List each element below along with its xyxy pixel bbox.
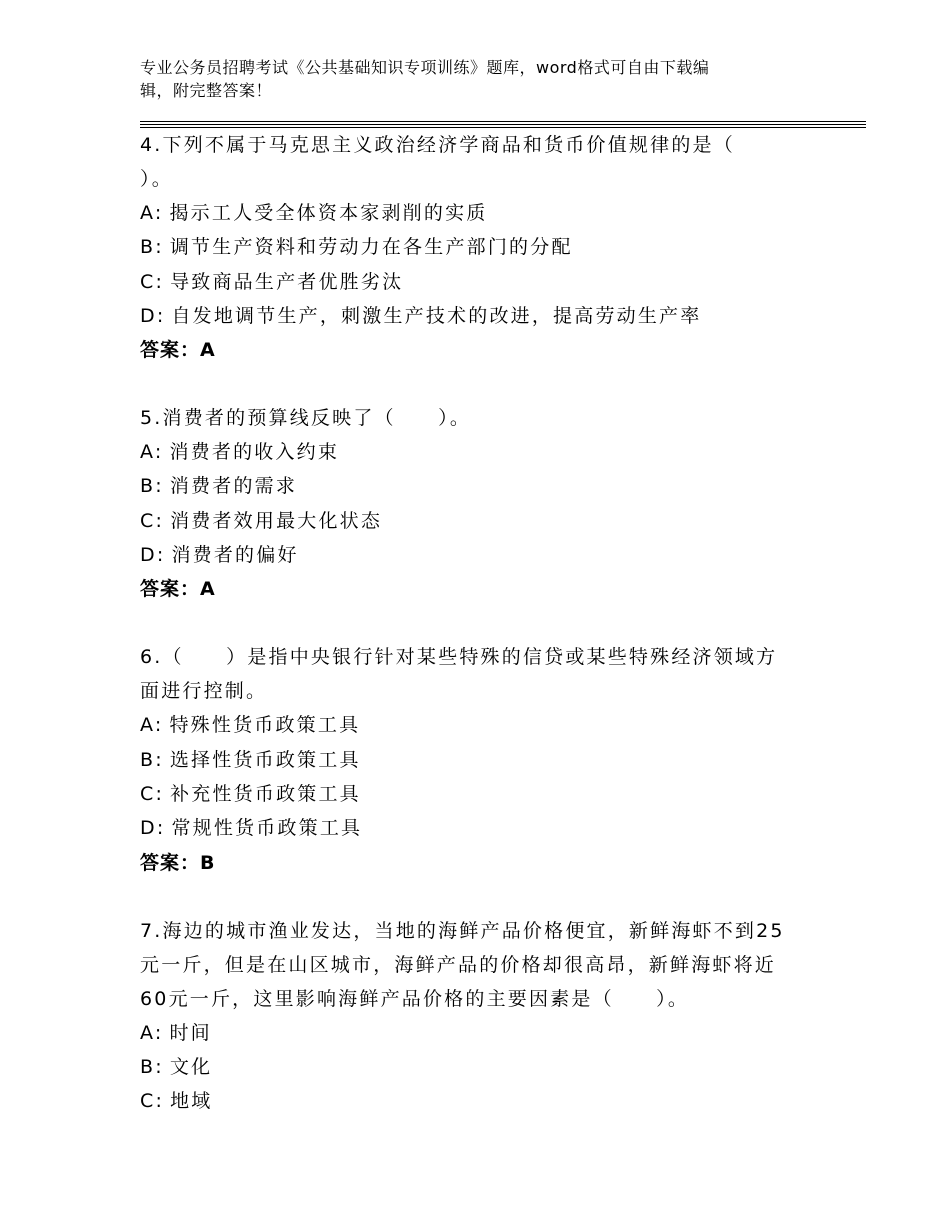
option-text: 消费者的收入约束 <box>169 441 340 464</box>
document-header <box>140 56 800 102</box>
option-text: 调节生产资料和劳动力在各生产部门的分配 <box>169 236 573 259</box>
question-list <box>140 128 810 1118</box>
option-letter: C: <box>140 509 165 532</box>
option-letter: B: <box>140 1055 164 1078</box>
option-text: 自发地调节生产，刺激生产技术的改进，提高劳动生产率 <box>171 304 702 327</box>
answer-label: 答案：B <box>140 851 216 874</box>
option-letter: B: <box>140 236 164 259</box>
option-letter: A: <box>140 1021 164 1044</box>
option-letter: D: <box>140 817 166 840</box>
option-letter: A: <box>140 202 164 224</box>
option-d <box>140 299 810 333</box>
question-4 <box>140 128 810 368</box>
option-letter: A: <box>140 441 164 464</box>
spacer <box>140 881 810 914</box>
question-text-line: 7.海边的城市渔业发达，当地的海鲜产品价格便宜，新鲜海虾不到25 <box>140 919 785 942</box>
question-7 <box>140 914 810 1119</box>
option-text: 文化 <box>169 1055 213 1078</box>
option-b <box>140 230 810 264</box>
question-text-line: 60元一斤，这里影响海鲜产品价格的主要因素是（ ）。 <box>140 987 690 1010</box>
spacer <box>140 607 810 640</box>
question-text-line: 5.消费者的预算线反映了（ ）。 <box>140 407 472 430</box>
question-text-line: 元一斤，但是在山区城市，海鲜产品的价格却很高昂，新鲜海虾将近 <box>140 953 777 976</box>
option-text: 地域 <box>170 1090 213 1113</box>
option-letter: D: <box>140 304 166 327</box>
option-letter: C: <box>140 782 165 805</box>
option-b <box>140 1050 810 1084</box>
option-b <box>140 743 810 777</box>
option-text: 时间 <box>169 1021 212 1044</box>
option-a <box>140 708 810 742</box>
option-letter: C: <box>140 1090 165 1113</box>
option-letter: C: <box>140 270 165 293</box>
option-c <box>140 504 810 538</box>
question-text-line: 面进行控制。 <box>140 680 268 703</box>
question-5 <box>140 401 810 607</box>
header-divider-top <box>140 121 866 122</box>
option-letter: B: <box>140 475 164 498</box>
option-text: 常规性货币政策工具 <box>171 817 363 840</box>
option-a <box>140 435 810 469</box>
option-text: 选择性货币政策工具 <box>169 748 361 771</box>
option-a <box>140 196 810 230</box>
option-letter: B: <box>140 748 164 771</box>
option-text: 消费者效用最大化状态 <box>170 509 383 532</box>
question-text-line: 4.下列不属于马克思主义政治经济学商品和货币价值规律的是（ <box>140 134 735 156</box>
question-text-line: ）。 <box>140 168 173 190</box>
answer-label: 答案：A <box>140 339 216 362</box>
option-a <box>140 1016 810 1050</box>
option-text: 补充性货币政策工具 <box>170 782 361 805</box>
option-c <box>140 265 810 299</box>
option-c <box>140 777 810 811</box>
option-text: 导致商品生产者优胜劣汰 <box>170 270 404 293</box>
spacer <box>140 368 810 401</box>
option-text: 揭示工人受全体资本家剥削的实质 <box>169 202 488 224</box>
option-text: 消费者的需求 <box>169 475 298 498</box>
answer-label: 答案：A <box>140 578 216 601</box>
option-c <box>140 1084 810 1118</box>
question-6 <box>140 640 810 880</box>
header-divider-middle <box>140 124 866 125</box>
question-text-line: 6.（ ）是指中央银行针对某些特殊的信贷或某些特殊经济领域方 <box>140 646 778 669</box>
option-b <box>140 469 810 503</box>
option-d <box>140 538 810 572</box>
option-text: 消费者的偏好 <box>171 544 299 567</box>
header-line-2: 辑，附完整答案！ <box>140 81 273 100</box>
option-letter: D: <box>140 544 166 567</box>
option-d <box>140 811 810 845</box>
header-line-1: 专业公务员招聘考试《公共基础知识专项训练》题库，word格式可自由下载编 <box>140 58 710 77</box>
option-letter: A: <box>140 714 164 737</box>
option-text: 特殊性货币政策工具 <box>169 714 361 737</box>
